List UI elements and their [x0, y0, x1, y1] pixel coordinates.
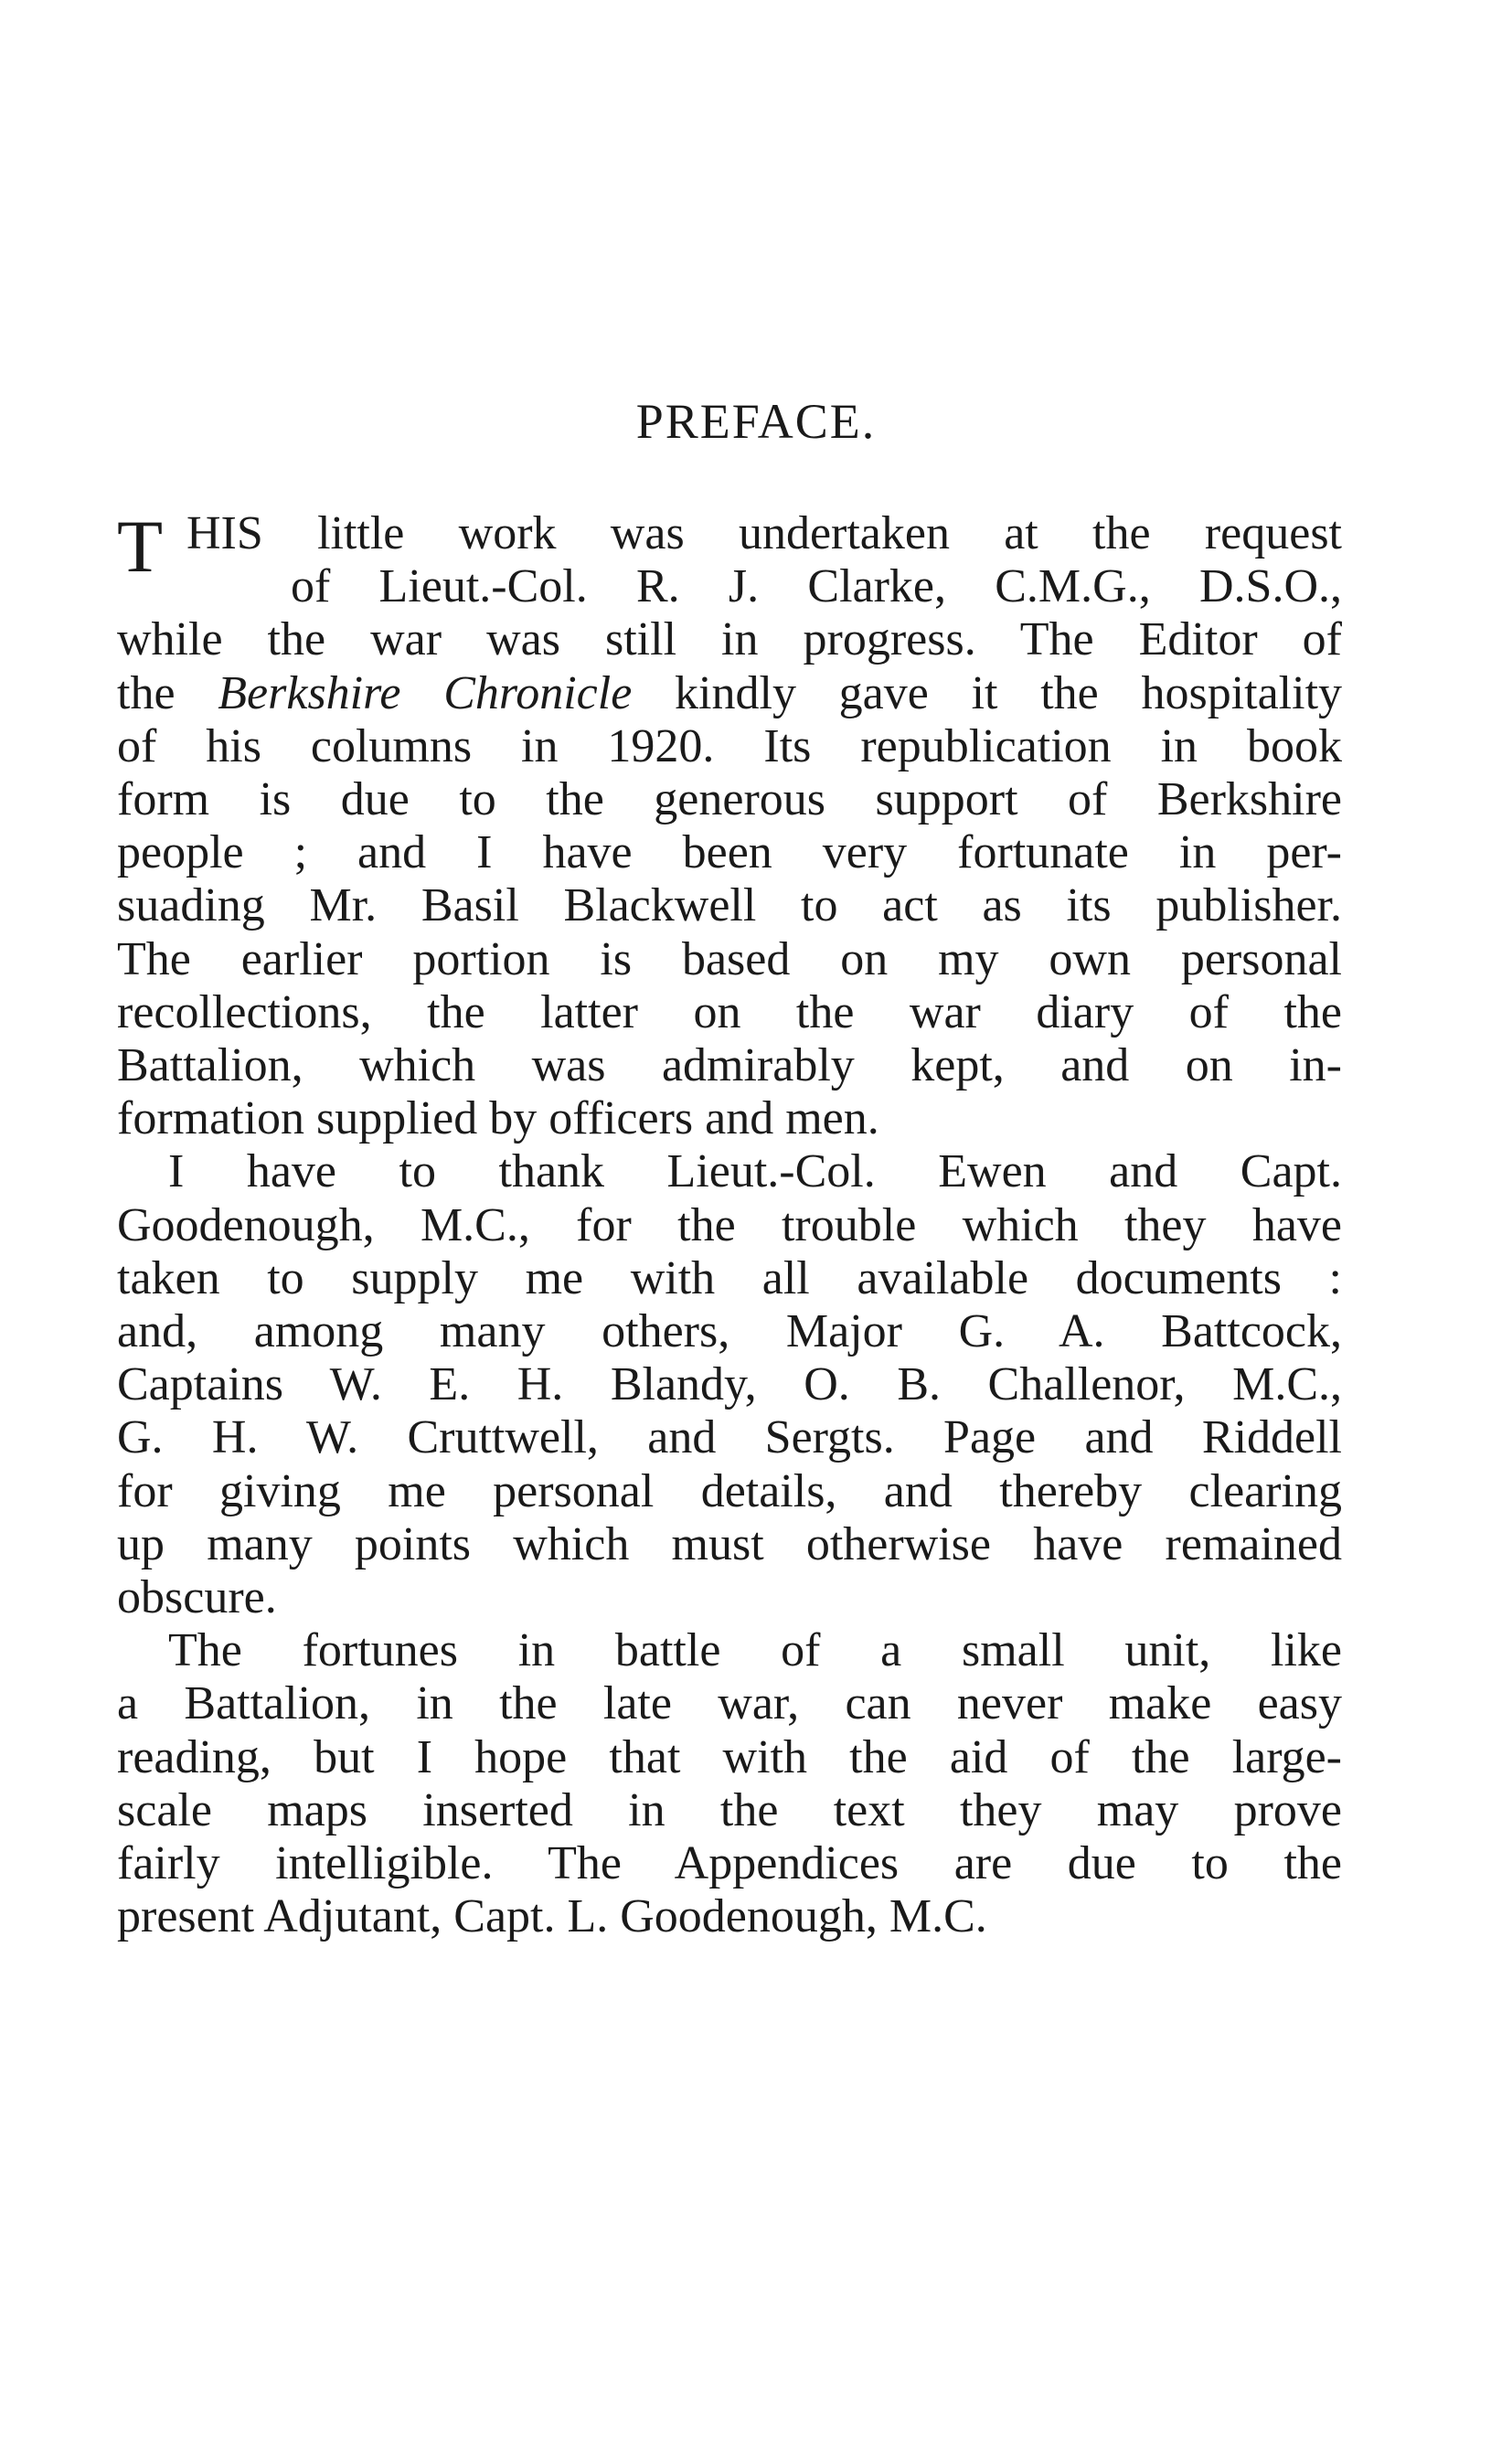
text-segment: the [117, 666, 176, 719]
text-line: fairly intelligible. The Appendices are due to the [117, 1837, 1342, 1890]
text-line: of his columns in 1920. Its republication in book [117, 719, 1342, 772]
text-line: while the war was still in progress. The Editor of [117, 613, 1342, 666]
page-title: PREFACE. [635, 394, 877, 449]
newspaper-title: Berkshire Chronicle [218, 666, 633, 719]
text-line: I have to thank Lieut.-Col. Ewen and Capt. [168, 1145, 1342, 1198]
text-line: for giving me personal details, and thereby clearing [117, 1464, 1342, 1517]
paragraph-2 [117, 1145, 1342, 1624]
text-line: Captains W. E. H. Blandy, O. B. Challenor, M.C., [117, 1358, 1342, 1411]
text-line: reading, but I hope that with the aid of the large- [117, 1730, 1342, 1783]
text-line: form is due to the generous support of Berkshire [117, 773, 1342, 826]
text-line: present Adjutant, Capt. L. Goodenough, M.C. [117, 1890, 987, 1943]
text-line: scale maps inserted in the text they may prove [117, 1783, 1342, 1836]
text-line: formation supplied by officers and men. [117, 1092, 879, 1145]
text-line: HIS little work was undertaken at the request [186, 507, 1342, 559]
text-line: suading Mr. Basil Blackwell to act as its publisher. [117, 879, 1342, 932]
text-line [117, 667, 1342, 720]
text-line: a Battalion, in the late war, can never make easy [117, 1677, 1342, 1730]
body-text [117, 507, 1342, 1943]
text-line: Goodenough, M.C., for the trouble which they have [117, 1198, 1342, 1251]
text-line: Battalion, which was admirably kept, and on in- [117, 1039, 1342, 1092]
paragraph-1 [117, 507, 1342, 1145]
text-line: of Lieut.-Col. R. J. Clarke, C.M.G., D.S.O., [291, 560, 1342, 613]
text-line: recollections, the latter on the war diary of the [117, 985, 1342, 1038]
text-line: people ; and I have been very fortunate in per- [117, 826, 1342, 879]
text-line: The earlier portion is based on my own personal [117, 932, 1342, 985]
text-line: The fortunes in battle of a small unit, like [168, 1624, 1342, 1677]
text-line: and, among many others, Major G. A. Battcock, [117, 1305, 1342, 1358]
text-segment: kindly gave it the hospitality [675, 666, 1343, 719]
paragraph-3 [117, 1624, 1342, 1943]
text-line: G. H. W. Cruttwell, and Sergts. Page and Riddell [117, 1411, 1342, 1464]
drop-cap: T [117, 505, 164, 588]
text-line: up many points which must otherwise have remained [117, 1517, 1342, 1570]
text-line: obscure. [117, 1571, 277, 1624]
text-line: taken to supply me with all available documents : [117, 1251, 1342, 1304]
